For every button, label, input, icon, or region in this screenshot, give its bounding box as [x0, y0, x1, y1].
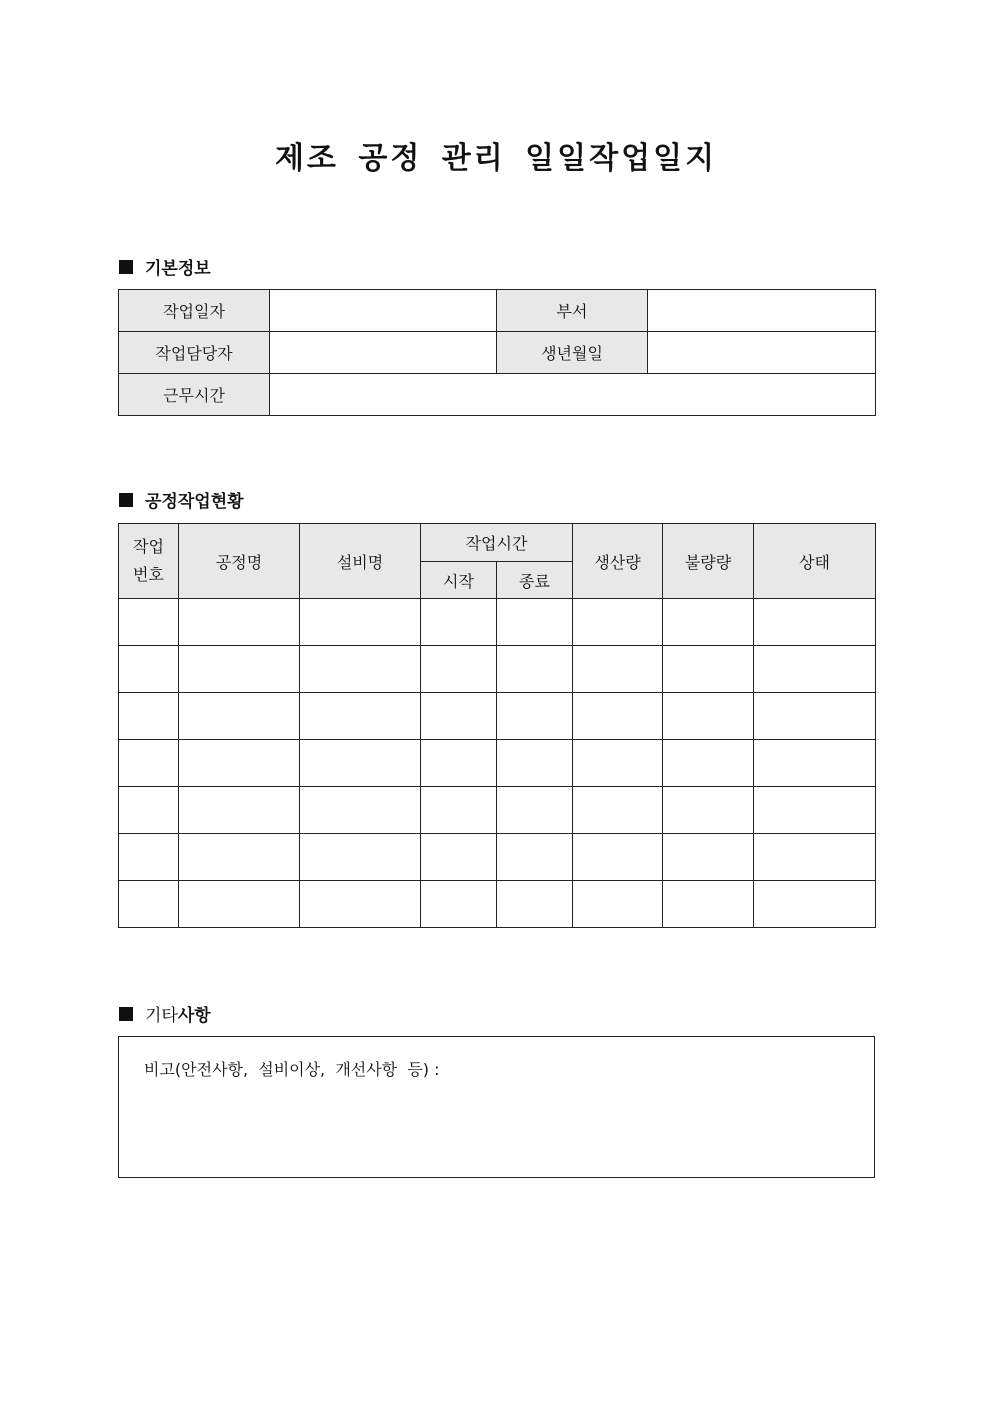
header-production: 생산량 — [573, 524, 663, 599]
birth-date-field[interactable] — [648, 332, 876, 374]
start-cell[interactable] — [421, 881, 497, 928]
basic-info-table — [118, 289, 876, 416]
end-cell[interactable] — [497, 599, 573, 646]
equipment-name-cell[interactable] — [300, 740, 421, 787]
section-heading-label: 공정작업현황 — [145, 492, 244, 512]
section-heading-process — [119, 487, 244, 512]
header-process-name: 공정명 — [179, 524, 300, 599]
header-work-no — [119, 524, 179, 599]
table-row — [119, 834, 876, 881]
department-field[interactable] — [648, 290, 876, 332]
section-heading-basic — [119, 254, 211, 279]
process-table-body — [119, 599, 876, 928]
work-no-cell[interactable] — [119, 740, 179, 787]
production-cell[interactable] — [573, 599, 663, 646]
bullet-square-icon — [119, 1007, 133, 1021]
process-name-cell[interactable] — [179, 646, 300, 693]
header-work-no-line2: 번호 — [133, 565, 164, 584]
header-end: 종료 — [497, 562, 573, 599]
process-name-cell[interactable] — [179, 834, 300, 881]
defects-cell[interactable] — [663, 599, 754, 646]
section-heading-notes — [119, 1001, 211, 1026]
work-no-cell[interactable] — [119, 881, 179, 928]
work-date-label: 작업일자 — [119, 290, 270, 332]
header-defects: 불량량 — [663, 524, 754, 599]
table-row — [119, 740, 876, 787]
process-name-cell[interactable] — [179, 881, 300, 928]
start-cell[interactable] — [421, 834, 497, 881]
end-cell[interactable] — [497, 881, 573, 928]
page-title: 제조 공정 관리 일일작업일지 — [274, 141, 718, 176]
header-work-no-line1: 작업 — [133, 537, 164, 556]
table-row — [119, 693, 876, 740]
end-cell[interactable] — [497, 646, 573, 693]
process-table — [118, 523, 876, 928]
equipment-name-cell[interactable] — [300, 693, 421, 740]
start-cell[interactable] — [421, 787, 497, 834]
defects-cell[interactable] — [663, 740, 754, 787]
section-heading-label-a: 기타 — [145, 1006, 178, 1026]
header-equipment-name: 설비명 — [300, 524, 421, 599]
work-hours-field[interactable] — [270, 374, 876, 416]
production-cell[interactable] — [573, 787, 663, 834]
defects-cell[interactable] — [663, 881, 754, 928]
work-date-field[interactable] — [270, 290, 497, 332]
status-cell[interactable] — [754, 693, 876, 740]
equipment-name-cell[interactable] — [300, 834, 421, 881]
start-cell[interactable] — [421, 646, 497, 693]
status-cell[interactable] — [754, 834, 876, 881]
table-row — [119, 646, 876, 693]
table-row — [119, 599, 876, 646]
work-no-cell[interactable] — [119, 693, 179, 740]
bullet-square-icon — [119, 493, 133, 507]
production-cell[interactable] — [573, 646, 663, 693]
header-start: 시작 — [421, 562, 497, 599]
work-no-cell[interactable] — [119, 646, 179, 693]
table-row — [119, 881, 876, 928]
end-cell[interactable] — [497, 834, 573, 881]
bullet-square-icon — [119, 260, 133, 274]
remarks-label: 비고(안전사항, 설비이상, 개선사항 등) : — [144, 1060, 440, 1079]
end-cell[interactable] — [497, 740, 573, 787]
equipment-name-cell[interactable] — [300, 881, 421, 928]
worker-field[interactable] — [270, 332, 497, 374]
work-no-cell[interactable] — [119, 834, 179, 881]
status-cell[interactable] — [754, 599, 876, 646]
header-status: 상태 — [754, 524, 876, 599]
status-cell[interactable] — [754, 646, 876, 693]
process-name-cell[interactable] — [179, 599, 300, 646]
process-name-cell[interactable] — [179, 787, 300, 834]
defects-cell[interactable] — [663, 834, 754, 881]
process-name-cell[interactable] — [179, 740, 300, 787]
status-cell[interactable] — [754, 881, 876, 928]
defects-cell[interactable] — [663, 787, 754, 834]
production-cell[interactable] — [573, 693, 663, 740]
department-label: 부서 — [497, 290, 648, 332]
header-work-time: 작업시간 — [421, 524, 573, 562]
worker-label: 작업담당자 — [119, 332, 270, 374]
work-no-cell[interactable] — [119, 787, 179, 834]
production-cell[interactable] — [573, 881, 663, 928]
equipment-name-cell[interactable] — [300, 787, 421, 834]
status-cell[interactable] — [754, 740, 876, 787]
process-name-cell[interactable] — [179, 693, 300, 740]
remarks-box[interactable] — [118, 1036, 875, 1178]
section-heading-label-b: 사항 — [177, 1006, 211, 1026]
equipment-name-cell[interactable] — [300, 599, 421, 646]
production-cell[interactable] — [573, 834, 663, 881]
birth-date-label: 생년월일 — [497, 332, 648, 374]
table-row — [119, 787, 876, 834]
production-cell[interactable] — [573, 740, 663, 787]
start-cell[interactable] — [421, 599, 497, 646]
work-hours-label: 근무시간 — [119, 374, 270, 416]
end-cell[interactable] — [497, 693, 573, 740]
start-cell[interactable] — [421, 693, 497, 740]
start-cell[interactable] — [421, 740, 497, 787]
status-cell[interactable] — [754, 787, 876, 834]
equipment-name-cell[interactable] — [300, 646, 421, 693]
section-heading-label: 기본정보 — [145, 259, 211, 279]
defects-cell[interactable] — [663, 646, 754, 693]
defects-cell[interactable] — [663, 693, 754, 740]
work-no-cell[interactable] — [119, 599, 179, 646]
end-cell[interactable] — [497, 787, 573, 834]
